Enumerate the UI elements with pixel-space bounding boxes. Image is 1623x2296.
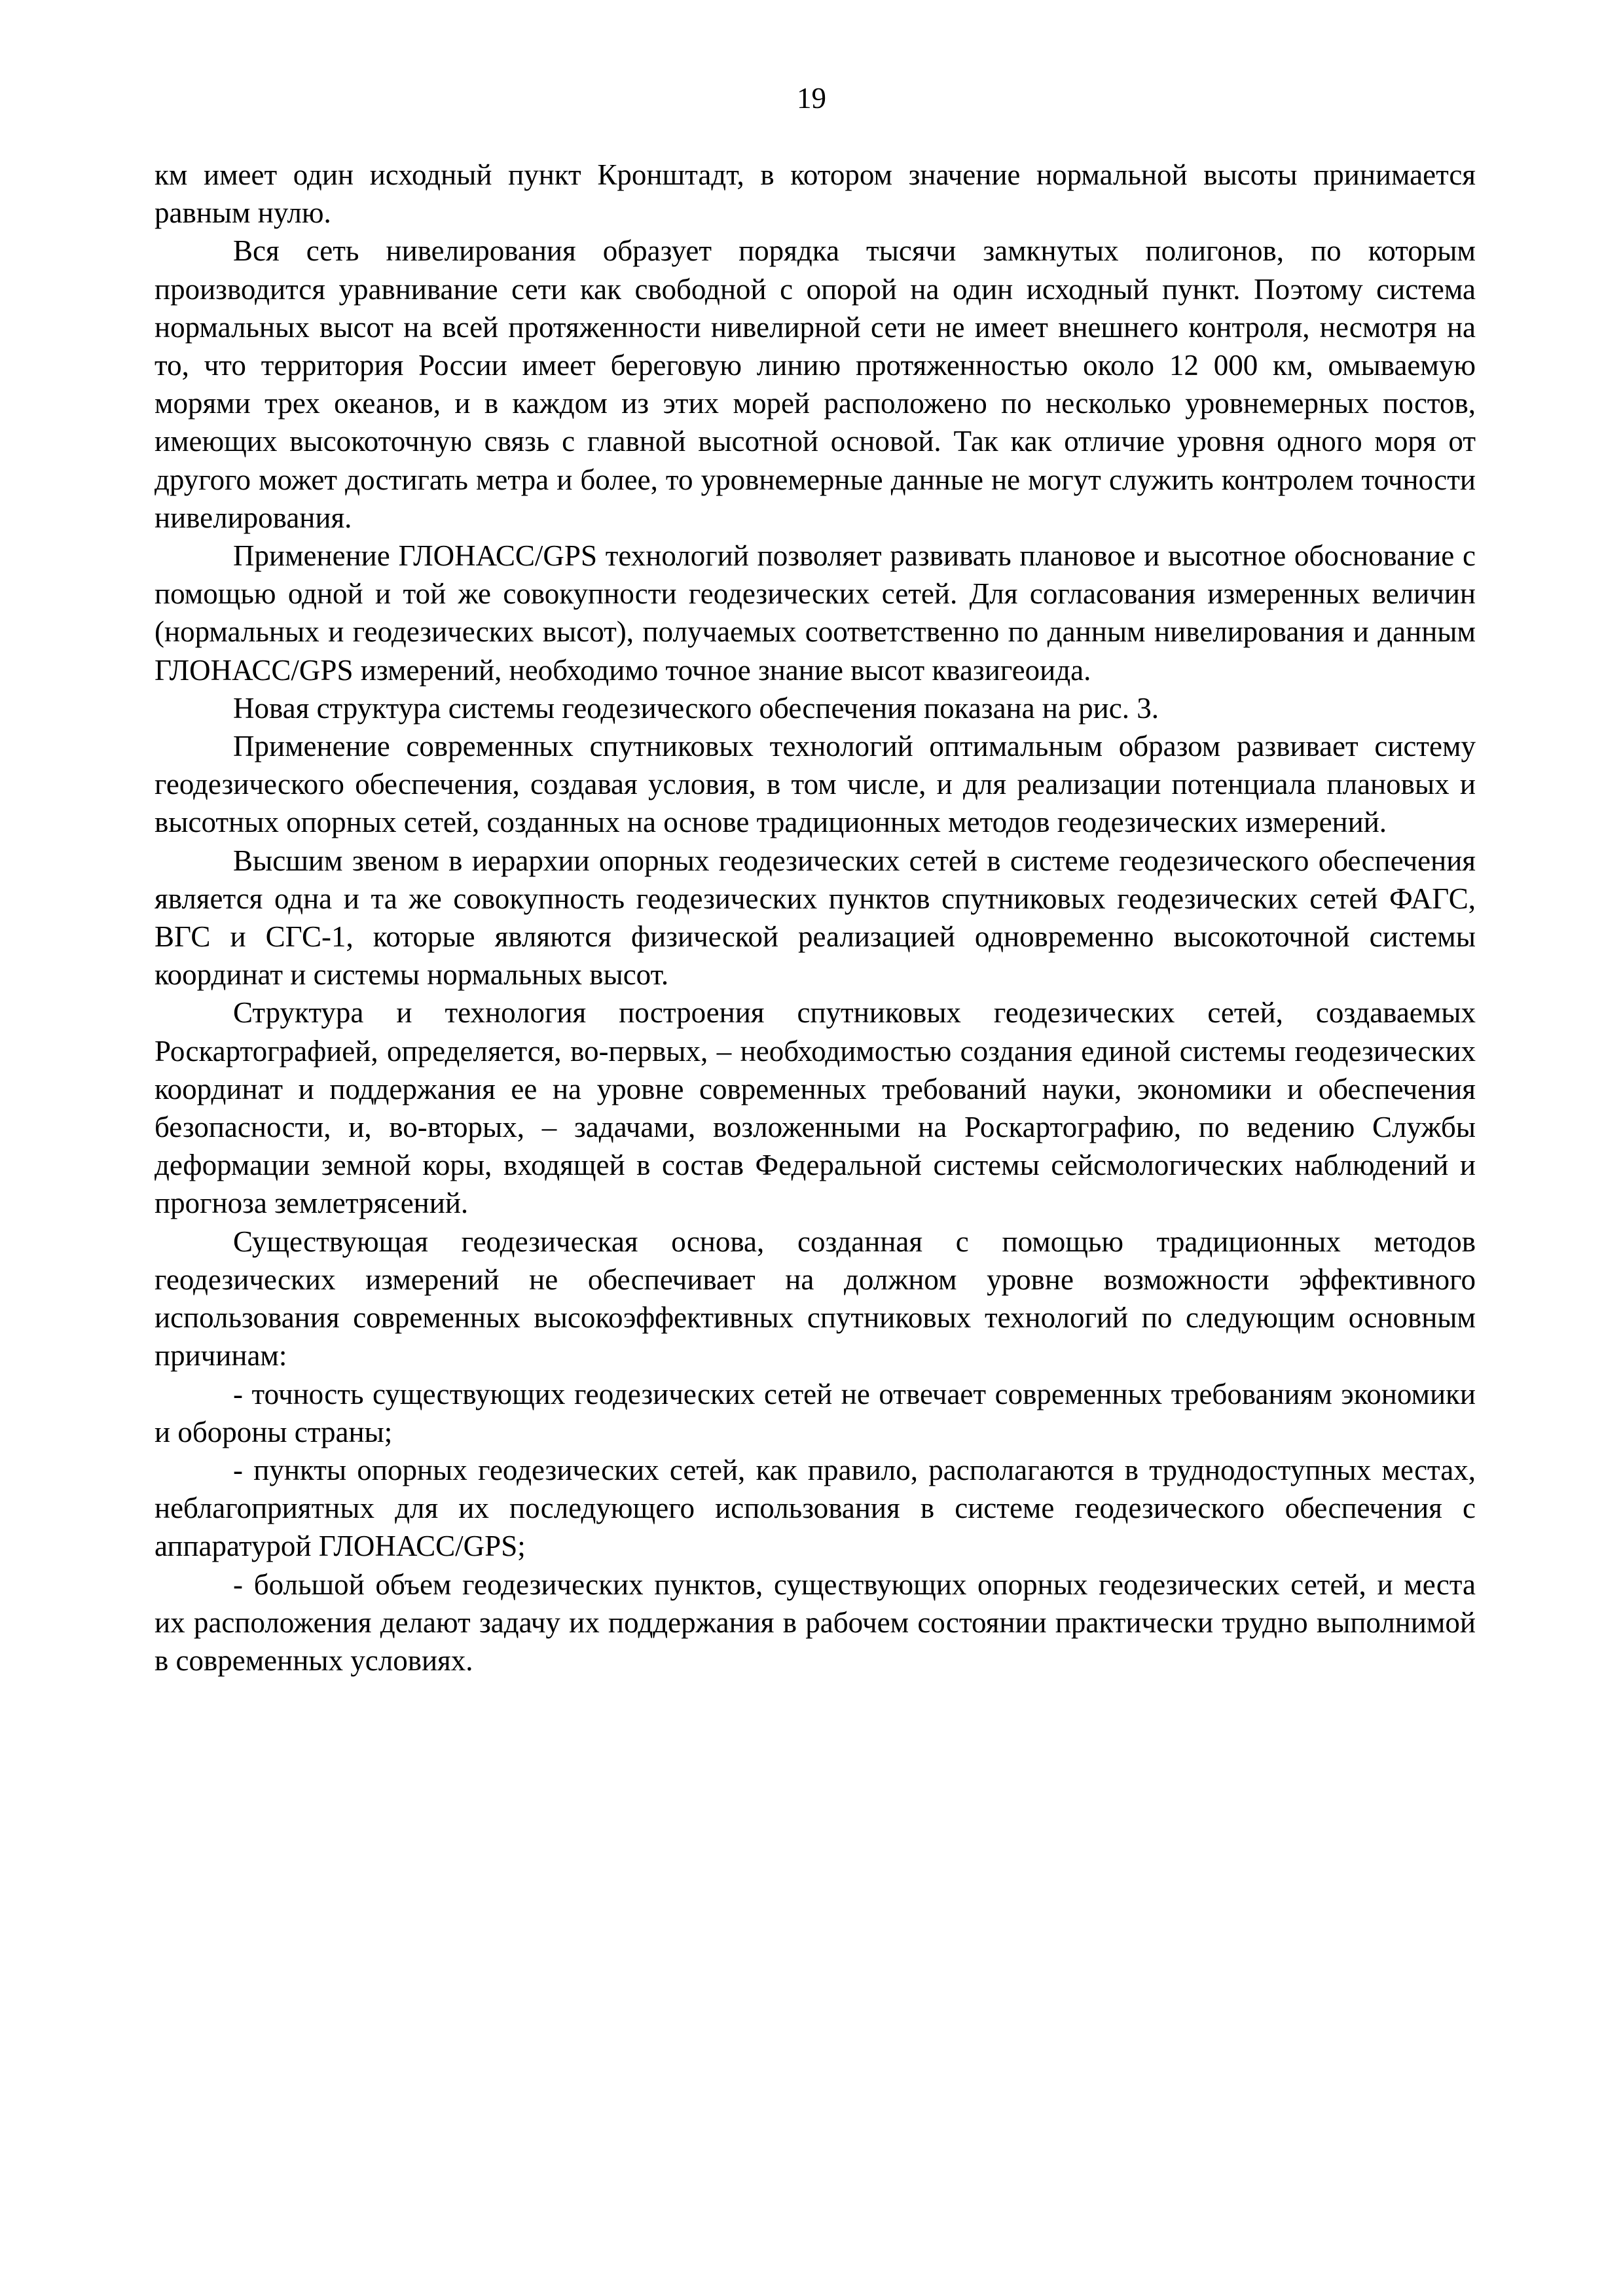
paragraph-continuation: км имеет один исходный пункт Кронштадт, в котором значение нормальной высоты принимается равным нулю.	[155, 158, 1476, 230]
paragraph-existing-basis: Существующая геодезическая основа, созданная с помощью традиционных методов геодезических измерений не обеспечивает на должном уровне возможности эффективного использования современных высокоэффективных спутниковых технологий по следующим основным причинам:	[155, 1225, 1476, 1372]
paragraph-new-structure: Новая структура системы геодезического обеспечения показана на рис. 3.	[233, 691, 1159, 725]
paragraph-network-structure: Структура и технология построения спутниковых геодезических сетей, создаваемых Роскартографией, определяется, во-первых, – необходимостью создания единой системы геодезических координат и поддержания ее на уровне современных требований науки, экономики и обеспечения безопасности, и, во-вторых, – задачами, возложенными на Роскартографию, по ведению Службы деформации земной коры, входящей в состав Федеральной системы сейсмологических наблюдений и прогноза землетрясений.	[155, 996, 1476, 1220]
list-item-accuracy: - точность существующих геодезических сетей не отвечает современных требованиям экономики и обороны страны;	[155, 1377, 1476, 1448]
paragraph-glonass-gps: Применение ГЛОНАСС/GPS технологий позволяет развивать плановое и высотное обоснование с помощью одной и той же совокупности геодезических сетей. Для согласования измеренных величин (нормальных и геодезических высот), получаемых соответственно по данным нивелирования и данным ГЛОНАСС/GPS измерений, необходимо точное знание высот квазигеоида.	[155, 539, 1476, 687]
document-body	[155, 156, 1476, 1679]
paragraph-leveling-network: Вся сеть нивелирования образует порядка тысячи замкнутых полигонов, по которым производится уравнивание сети как свободной с опорой на один исходный пункт. Поэтому система нормальных высот на всей протяженности нивелирной сети не имеет внешнего контроля, несмотря на то, что территория России имеет береговую линию протяженностью около 12 000 км, омываемую морями трех океанов, и в каждом из этих морей расположено по несколько уровнемерных постов, имеющих высокоточную связь с главной высотной основой. Так как отличие уровня одного моря от другого может достигать метра и более, то уровнемерные данные не могут служить контролем точности нивелирования.	[155, 234, 1476, 534]
paragraph-satellite-technologies: Применение современных спутниковых технологий оптимальным образом развивает систему геодезического обеспечения, создавая условия, в том числе, и для реализации потенциала плановых и высотных опорных сетей, созданных на основе традиционных методов геодезических измерений.	[155, 730, 1476, 839]
list-item-volume: - большой объем геодезических пунктов, существующих опорных геодезических сетей, и места их расположения делают задачу их поддержания в рабочем состоянии практически трудно выполнимой в современных условиях.	[155, 1568, 1476, 1677]
list-item-locations: - пункты опорных геодезических сетей, как правило, располагаются в труднодоступных местах, неблагоприятных для их последующего использования в системе геодезического обеспечения с аппаратурой ГЛОНАСС/GPS;	[155, 1453, 1476, 1563]
page-number: 19	[797, 82, 826, 115]
paragraph-highest-level: Высшим звеном в иерархии опорных геодезических сетей в системе геодезического обеспечения является одна и та же совокупность геодезических пунктов спутниковых геодезических сетей ФАГС, ВГС и СГС-1, которые являются физической реализацией одновременно высокоточной системы координат и системы нормальных высот.	[155, 844, 1476, 992]
